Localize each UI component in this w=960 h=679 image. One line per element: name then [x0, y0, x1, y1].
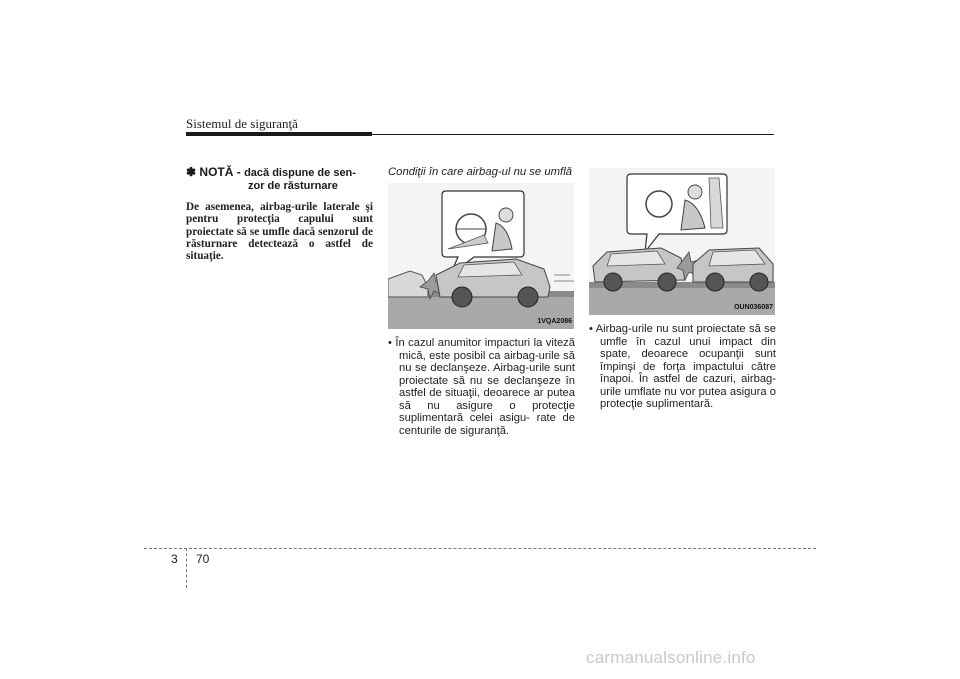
header-rule-thick: [186, 132, 372, 136]
chapter-number: 3: [171, 552, 178, 566]
rear-impact-bullet: • Airbag-urile nu sunt proiectate să se umfle în cazul unui impact din spate, deoarece ocupanţii sunt împinşi de forţa impactului către înapoi. În astfel de cazuri, airbag-urile umflate nu vor putea asigura o protecţie suplimentară.: [589, 323, 776, 410]
page-number: 70: [196, 552, 210, 566]
figure-code: OUN036087: [734, 304, 773, 311]
front-impact-drawing: [388, 183, 574, 329]
watermark: carmanualsonline.info: [586, 648, 756, 667]
note-subtitle-line1: dacă dispune de sen-: [244, 167, 356, 179]
header-rule-thin: [372, 134, 774, 135]
footer-divider: [186, 548, 187, 588]
front-impact-illustration: [388, 183, 574, 329]
low-speed-bullet: • În cazul anumitor impacturi la viteză mică, este posibil ca airbag-urile să nu se declanşeze. Airbag-urile sunt proiectate să nu se declanşeze în astfel de situaţii, deoarece ar putea să nu asigure o protecţie suplimentară celei asigu- rate de centurile de siguranţă.: [388, 337, 575, 437]
note-label: NOTĂ -: [199, 165, 241, 179]
note-column: [186, 166, 373, 262]
note-body: De asemenea, airbag-urile laterale şi pentru protecţia capului sunt proiectate să se umfle dacă senzorul de răsturnare detectează o astfel de situaţie.: [186, 201, 373, 263]
figure-code: 1VQA2086: [537, 318, 572, 325]
note-star-icon: ✽: [186, 165, 197, 179]
rear-impact-illustration: [589, 168, 775, 315]
rear-impact-column: [589, 168, 776, 411]
conditions-title: Condiţii în care airbag-ul nu se umflă: [388, 166, 572, 178]
note-heading: [186, 166, 373, 193]
conditions-column: [388, 166, 575, 437]
page-header-title: Sistemul de siguranţă: [186, 116, 298, 131]
footer-rule: [144, 548, 816, 549]
note-subtitle-line2: zor de răsturnare: [248, 180, 338, 192]
rear-impact-drawing: [589, 168, 775, 315]
